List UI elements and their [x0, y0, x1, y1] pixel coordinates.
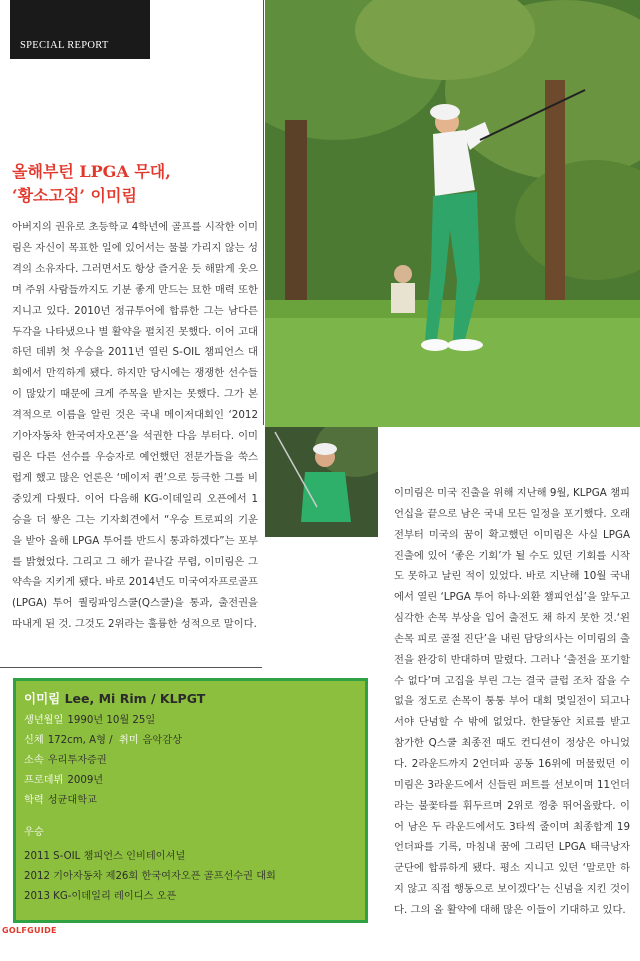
awards-title: 우승 [24, 827, 44, 838]
profile-label: 신체 [24, 735, 44, 746]
body-left-text: 아버지의 권유로 초등학교 4학년에 골프를 시작한 이미림은 자신이 목표한 일에 있어서는 물불 가리지 않는 성격의 소유자다. 그러면서도 항상 즐거운 듯 해맑게 웃으며 주위 사람들까지도 기분 좋게 만드는 묘한 매력 또한 지니고 있다. 2010년 정규투어에 합류한 그는 남다른 두각을 나타냈으나 별 활약을 펼치진 못했다. 이어 고대하던 데뷔 첫 우승을 2011년 열린 S-OIL 챔피언스 대회에서 만끽하게 됐다. 하지만 당시에는 쟁쟁한 선수들이 많았기 때문에 크게 주목을 받지는 못했다. 그가 본격적으로 이름을 알린 것은 국내 메이저대회인 ‘2012 기아자동차 한국여자오픈’을 석권한 다음 부터다. 이미림은 다른 선수를 우승자로 예언했던 전문가들을 쑥스럽게 했고 많은 언론은 ‘메이저 퀸’으로 등극한 그를 비중있게 다뤘다. 이어 다음해 KG-이데일리 오픈에서 1승을 더 쌓은 그는 기자회견에서 “우승 트로피의 기운을 받아 올해 LPGA 투어를 반드시 통과하겠다”는 포부를 밝혔었다. 그리고 그 해가 끝나갈 무렵, 이미림은 그 약속을 지키게 됐다. 바로 2014년도 미국여자프로골프(LPGA) 투어 퀄링파잉스쿨(Q스쿨)을 통과, 출전권을 따내게 된 것. 그것도 2위라는 훌륭한 성적으로 말이다. [12, 221, 258, 631]
profile-row-birth [24, 711, 155, 726]
article-headline [12, 160, 252, 208]
golfer-swing-photo [265, 0, 640, 427]
profile-value: 1990년 10월 25일 [67, 715, 156, 726]
section-label: SPECIAL REPORT [20, 40, 109, 51]
award-item: 2011 S-OIL 챔피언스 인비테이셔널 [24, 851, 186, 862]
profile-value: 172cm, A형 / [47, 735, 113, 746]
column-divider [263, 0, 264, 425]
profile-row-education [24, 791, 97, 806]
profile-box [13, 678, 368, 923]
headline-line-2: ‘황소고집’ 이미림 [12, 186, 137, 205]
profile-label: 프로데뷔 [24, 775, 64, 786]
profile-name-en: Lee, Mi Rim / KLPGT [64, 691, 206, 706]
article-body-left [12, 217, 258, 635]
profile-row-debut [24, 771, 103, 786]
award-item: 2012 기아자동차 제26회 한국여자오픈 골프선수권 대회 [24, 871, 276, 882]
profile-row-team [24, 751, 107, 766]
section-header-bar [10, 0, 150, 58]
profile-value: 음악감상 [142, 735, 182, 746]
body-right-text: 이미림은 미국 진출을 위해 지난해 9월, KLPGA 챔피언십을 끝으로 남은 국내 모든 일정을 포기했다. 오래전부터 미국의 꿈이 확고했던 이미림은 사실 LPGA 진출에 있어 ‘좋은 기회’가 될 수도 있던 기회를 시작도 못하고 날린 적이 있었다. 바로 지난해 10월 국내에서 열린 ‘LPGA 투어 하나·외환 챔피언십’을 앞두고 심각한 손목 부상을 입어 출전도 채 하지 못한 것.‘왼손목 피로 골절 진단’을 내린 담당의사는 이미림의 출전을 완강히 반대하며 말렸다. 그러나 ‘출전을 포기할 수 없다’며 고집을 부린 그는 결국 클럽 조차 잡을 수 없을 정도로 손목이 퉁퉁 부어 대회 몇일전이 되고나서야 단념할 수 밖에 없었다. 한달동안 치료를 받고 참가한 Q스쿨 최종전 때도 컨디션이 정상은 아니었다. 2라운드까지 2언더파 공동 16위에 머물렀던 이미림은 3라운드에서 신들린 퍼트를 선보이며 11언더라는 불꽃타를 휘두르며 2위로 껑충 뛰어올랐다. 이어 남은 두 라운드에서도 3타씩 줄이며 최종합계 19언더파를 기록, 마침내 꿈에 그리던 LPGA 태극낭자 군단에 합류하게 됐다. 평소 지니고 있던 ‘말로만 하지 않고 직접 행동으로 보이겠다’는 신념을 지킨 것이다. 그의 올 활약에 대해 많은 이들이 기대하고 있다. [394, 487, 630, 916]
profile-value: 2009년 [67, 775, 104, 786]
profile-row-body [24, 731, 182, 746]
profile-name-ko: 이미림 [24, 691, 61, 706]
headline-line-1: 올해부턴 LPGA 무대, [12, 162, 171, 181]
article-body-right [394, 483, 630, 921]
profile-name [24, 689, 205, 707]
footer-logo: GOLFGUIDE [2, 926, 57, 935]
profile-label: 취미 [118, 735, 139, 746]
profile-label: 소속 [24, 755, 44, 766]
header-rule [10, 57, 150, 59]
golfer-portrait-photo [265, 427, 378, 537]
profile-label: 학력 [24, 795, 44, 806]
profile-label: 생년월일 [24, 715, 64, 726]
profile-value: 우리투자증권 [47, 755, 107, 766]
award-item: 2013 KG-이데일리 레이디스 오픈 [24, 891, 177, 902]
left-column-rule [0, 667, 262, 668]
profile-value: 성균대학교 [47, 795, 97, 806]
